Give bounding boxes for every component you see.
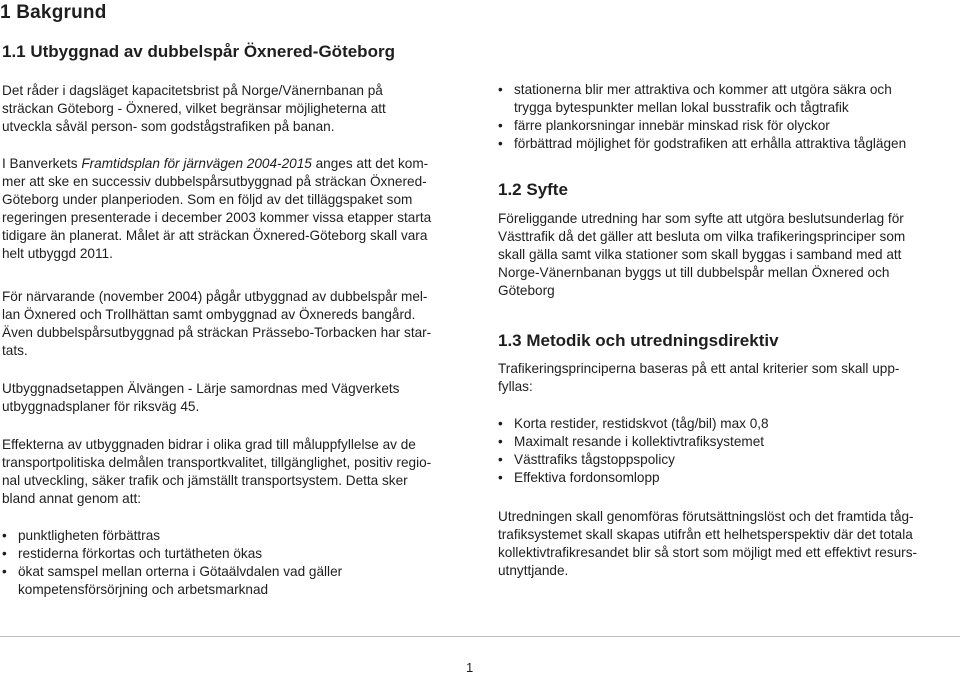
page-number: 1: [466, 660, 474, 675]
list-item: • Västtrafiks tågstoppspolicy: [498, 451, 958, 469]
list-item: • Maximalt resande i kollektivtrafiksystemet: [498, 433, 958, 451]
section-heading-1-3: 1.3 Metodik och utredningsdirektiv: [498, 331, 779, 350]
paragraph-alvangen: Utbyggnadsetappen Älvängen - Lärje samordnas med Vägverkets utbyggnadsplaner för riksväg 45.: [2, 381, 400, 414]
paragraph-metodik: Trafikeringsprinciperna baseras på ett antal kriterier som skall upp- fyllas:: [498, 361, 900, 394]
paragraph-framtidsplan-pre: I Banverkets: [2, 156, 82, 171]
paragraph-framtidsplan-post: anges att det kom- mer att ske en successiv dubbelspårsutbyggnad på sträckan Öxnered- Göteborg under planperioden. Som en följd av det tilläggspaket som regeringen presenterade i december 2003 kommer vissa etapper starta tidigare än planerat. Målet är att sträckan Öxnered-Göteborg skall vara helt utbyggd 2011.: [2, 156, 432, 261]
paragraph-framtidsplan: [2, 155, 472, 263]
effects-bullet-list: [2, 527, 472, 599]
section-heading-1-2: 1.2 Syfte: [498, 180, 568, 199]
paragraph-capacity: Det råder i dagsläget kapacitetsbrist på Norge/Vänernbanan på sträckan Göteborg - Öxnered, vilket begränsar möjligheterna att utveckla såväl person- som godstågstrafiken på banan.: [2, 83, 386, 134]
paragraph-current-work: För närvarande (november 2004) pågår utbyggnad av dubbelspår mel- lan Öxnered och Trollhättan samt ombyggnad av Öxnereds bangård. Även dubbelspårsutbyggnad på sträckan Prässebo-Torbacken har star- tats.: [2, 289, 432, 358]
section-heading-1-1: 1.1 Utbyggnad av dubbelspår Öxnered-Göteborg: [2, 42, 395, 61]
paragraph-syfte: Föreliggande utredning har som syfte att utgöra beslutsunderlag för Västtrafik då det gäller att besluta om vilka trafikeringsprinciper som skall gälla samt vilka stationer som skall byggas i samband med att Norge-Vänernbanan byggs ut till dubbelspår mellan Öxnered och Göteborg: [498, 211, 906, 298]
list-item: • restiderna förkortas och turtätheten ökas: [2, 545, 472, 563]
list-item: • förbättrad möjlighet för godstrafiken att erhålla attraktiva tåglägen: [498, 135, 958, 153]
effects-bullet-list-continued: [498, 81, 958, 153]
list-item: • Korta restider, restidskvot (tåg/bil) max 0,8: [498, 415, 958, 433]
framtidsplan-title: Framtidsplan för järnvägen 2004-2015: [81, 156, 312, 171]
list-item: • punktligheten förbättras: [2, 527, 472, 545]
left-column: [2, 82, 472, 136]
list-item: • stationerna blir mer attraktiva och kommer att utgöra säkra och trygga bytespunkter mellan lokal busstrafik och tågtrafik: [498, 81, 958, 117]
list-item: • ökat samspel mellan orterna i Götaälvdalen vad gäller kompetensförsörjning och arbetsmarknad: [2, 563, 472, 599]
paragraph-effects: Effekterna av utbyggnaden bidrar i olika grad till måluppfyllelse av de transportpolitiska delmålen transportkvalitet, tillgänglighet, positiv regio- nal utveckling, säker trafik och jämställt transportsystem. Detta sker bland annat genom att:: [2, 437, 432, 506]
list-item: • Effektiva fordonsomlopp: [498, 469, 958, 487]
chapter-heading: 1 Bakgrund: [0, 2, 107, 23]
footer-divider: [0, 636, 960, 637]
list-item: • färre plankorsningar innebär minskad risk för olyckor: [498, 117, 958, 135]
criteria-bullet-list: [498, 415, 958, 487]
paragraph-utredning: Utredningen skall genomföras förutsättningslöst och det framtida tåg- trafiksystemet skall skapas utifrån ett helhetsperspektiv där det totala kollektivtrafikresandet blir så stort som möjligt med ett effektivt resurs- utnyttjande.: [498, 509, 918, 578]
